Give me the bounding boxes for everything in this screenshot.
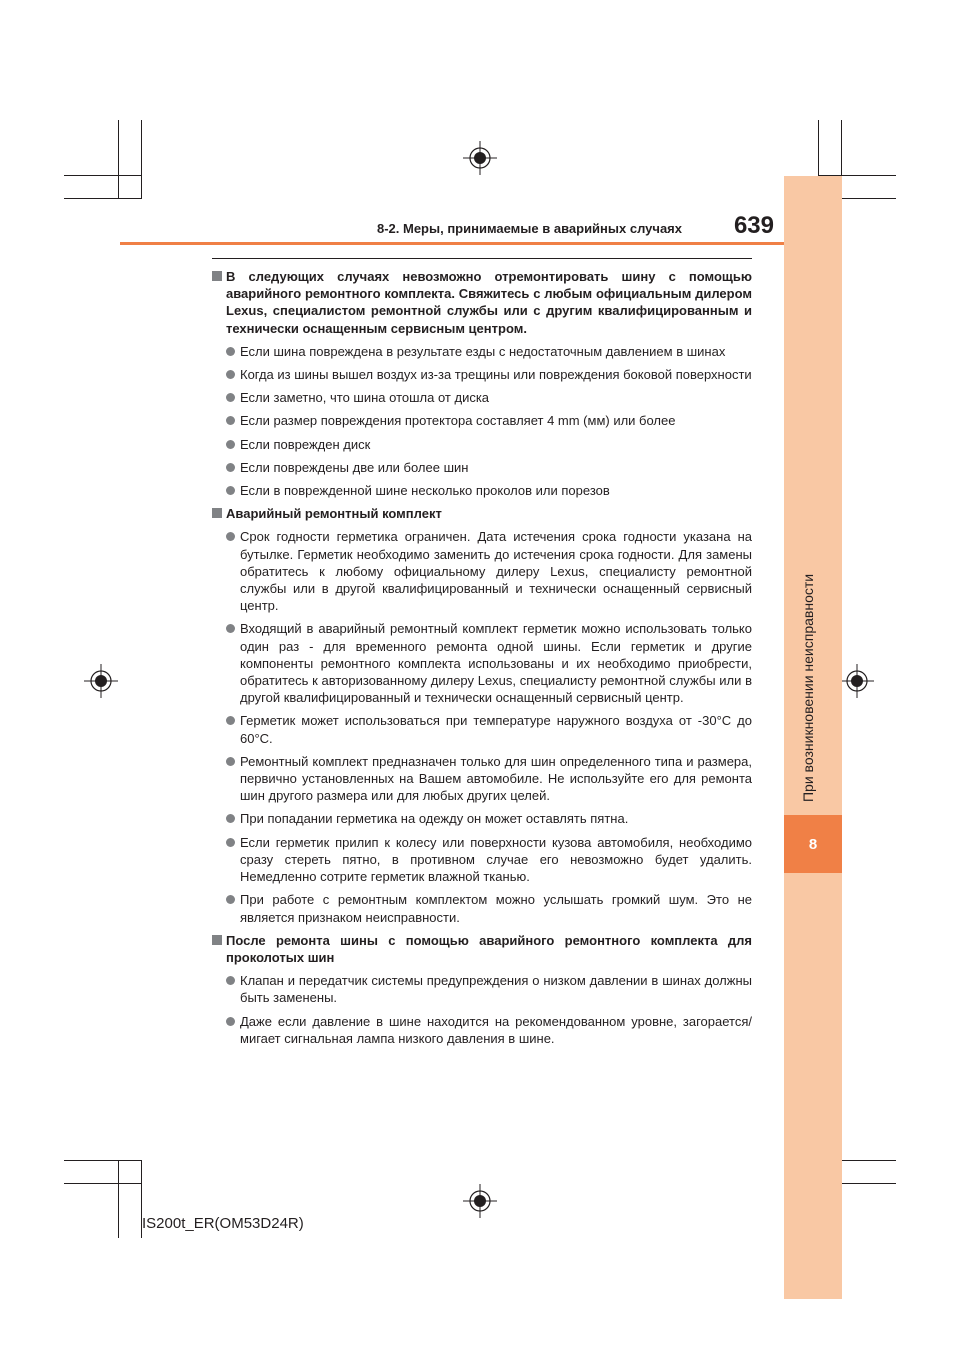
round-bullet-icon (226, 624, 235, 633)
round-bullet-icon (226, 1017, 235, 1026)
list-item (212, 834, 752, 886)
crop-mark (64, 198, 142, 199)
list-item-text: Герметик может использоваться при температуре наружного воздуха от -30°C до 60°C. (240, 713, 752, 746)
round-bullet-icon (226, 440, 235, 449)
round-bullet-icon (226, 895, 235, 904)
list-item (212, 412, 752, 429)
list-item (212, 891, 752, 925)
section-heading (212, 932, 752, 966)
crop-mark (118, 120, 119, 198)
list-item-text: Клапан и передатчик системы предупреждения о низком давлении в шинах должны быть заменены. (240, 973, 752, 1006)
section-block (212, 505, 752, 925)
round-bullet-icon (226, 976, 235, 985)
round-bullet-icon (226, 532, 235, 541)
square-bullet-icon (212, 271, 222, 281)
chapter-side-title: При возникновении неисправности (800, 573, 816, 802)
section-heading (212, 268, 752, 337)
list-item-text: Если повреждены две или более шин (240, 459, 469, 475)
list-item-text: Когда из шины вышел воздух из-за трещины или повреждения боковой поверхности (240, 367, 752, 383)
list-item-text: Срок годности герметика ограничен. Дата истечения срока годности указана на бутылке. Герметик необходимо заменить до истечения срока годности. Для замены обратитесь к любому официальному дилеру Lexus, специалисту ремонтной службы или в другой квалифицированный и технически оснащенный сервисный центр. (240, 529, 752, 614)
section-heading-text: После ремонта шины с помощью аварийного ремонтного комплекта для проколотых шин (226, 932, 752, 965)
square-bullet-icon (212, 508, 222, 518)
round-bullet-icon (226, 716, 235, 725)
list-item-text: Если размер повреждения протектора составляет 4 mm (мм) или более (240, 413, 676, 429)
registration-mark-icon (463, 1184, 497, 1218)
round-bullet-icon (226, 347, 235, 356)
chapter-number-badge: 8 (784, 815, 842, 873)
list-item (212, 712, 752, 746)
registration-mark-icon (84, 664, 118, 698)
list-item (212, 482, 752, 499)
round-bullet-icon (226, 416, 235, 425)
list-item (212, 343, 752, 360)
section-heading (212, 505, 752, 522)
round-bullet-icon (226, 757, 235, 766)
list-item (212, 366, 752, 383)
list-item-text: При работе с ремонтным комплектом можно услышать громкий шум. Это не является признаком неисправности. (240, 892, 752, 925)
list-item (212, 620, 752, 706)
page-content (212, 268, 752, 1053)
crop-mark (64, 175, 142, 176)
crop-mark (64, 1183, 142, 1184)
list-item-text: Ремонтный комплект предназначен только для шин определенного типа и размера, первично установленных на Вашем автомобиле. Не используйте его для ремонта шин другого размера или для любых других целей. (240, 753, 752, 804)
round-bullet-icon (226, 370, 235, 379)
list-item-text: При попадании герметика на одежду он может оставлять пятна. (240, 811, 629, 827)
list-item-text: Если в поврежденной шине несколько проколов или порезов (240, 483, 610, 499)
list-item (212, 459, 752, 476)
list-item-text: Если герметик прилип к колесу или поверхности кузова автомобиля, необходимо сразу стереть пятно, в противном случае его невозможно будет удалить. Немедленно сотрите герметик влажной тканью. (240, 834, 752, 885)
list-item-text: Входящий в аварийный ремонтный комплект герметик можно использовать только один раз - для временного ремонта одной шины. Если герметик и другие компоненты ремонтного комплекта использованы и их необходимо приобрести, обратитесь к авторизованному дилеру Lexus, специалисту ремонтной службы или в другой квалифицированный и технически оснащенный сервисный центр. (240, 621, 752, 706)
section-title: 8-2. Меры, принимаемые в аварийных случаях (376, 221, 682, 236)
crop-mark (64, 1160, 142, 1161)
list-item-text: Если заметно, что шина отошла от диска (240, 390, 490, 406)
list-item (212, 810, 752, 827)
registration-mark-icon (463, 141, 497, 175)
registration-mark-icon (840, 664, 874, 698)
page-number: 639 (733, 212, 774, 239)
list-item-text: Даже если давление в шине находится на рекомендованном уровне, загорается/мигает сигнальная лампа низкого давления в шине. (240, 1013, 752, 1046)
round-bullet-icon (226, 463, 235, 472)
document-code: IS200t_ER(OM53D24R) (142, 1215, 304, 1232)
list-item (212, 753, 752, 805)
list-item (212, 972, 752, 1006)
list-item-text: Если поврежден диск (240, 436, 371, 452)
header-rule (120, 242, 784, 245)
list-item (212, 389, 752, 406)
list-item (212, 1013, 752, 1047)
round-bullet-icon (226, 814, 235, 823)
crop-mark (141, 120, 142, 198)
section-heading-text: В следующих случаях невозможно отремонтировать шину с помощью аварийного ремонтного комплекта. Свяжитесь с любым официальным дилером Lexus, специалистом ремонтной службы или с другим квалифицированным и технически оснащенным сервисным центром. (226, 269, 752, 336)
crop-mark (118, 1160, 119, 1238)
section-heading-text: Аварийный ремонтный комплект (226, 506, 442, 522)
list-item (212, 436, 752, 453)
round-bullet-icon (226, 838, 235, 847)
round-bullet-icon (226, 486, 235, 495)
list-item-text: Если шина повреждена в результате езды с недостаточным давлением в шинах (240, 343, 726, 359)
section-block (212, 932, 752, 1047)
round-bullet-icon (226, 393, 235, 402)
section-block (212, 268, 752, 499)
content-rule (212, 258, 752, 259)
list-item (212, 528, 752, 614)
square-bullet-icon (212, 935, 222, 945)
